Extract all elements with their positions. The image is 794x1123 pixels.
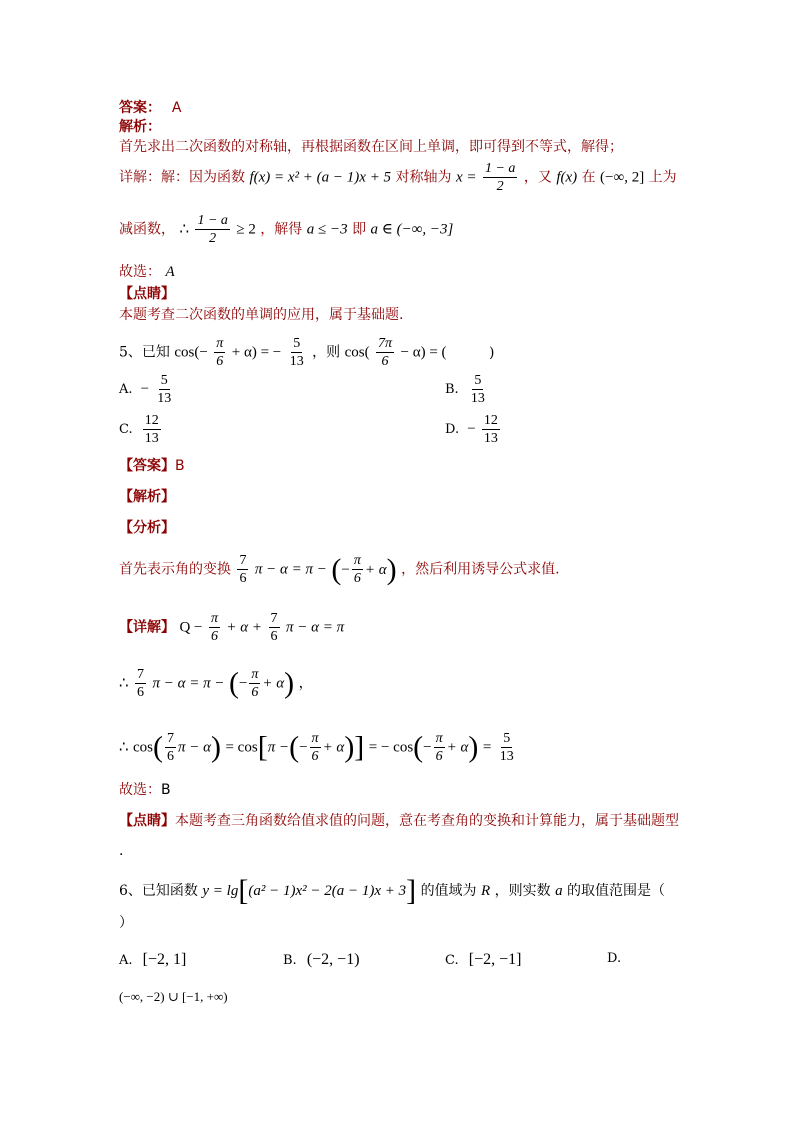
q5-step2: ∴ $\frac{7}{6}$ π − α = π − (− $\frac{\pi}{6}$ + α) ， <box>119 666 313 700</box>
q5-fenxi-six-b: 6 <box>353 571 361 586</box>
decr-set: a ∈ (−∞, −3] <box>370 221 454 238</box>
q6-prefix: 6、已知函数 <box>119 883 198 899</box>
q5-option-d-sign: − <box>467 421 476 437</box>
q5-option-d-den: 13 <box>483 431 498 446</box>
decr-frac-den: 2 <box>209 231 217 246</box>
q5-step2-therefore: ∴ <box>119 675 129 692</box>
detail-mid: 对称轴为 <box>395 169 452 186</box>
q5-fenxi-pi: π <box>353 553 361 568</box>
q5-fenxi-line <box>119 552 560 587</box>
q5-minus-alpha: − α) = ( <box>400 344 447 361</box>
q5-detail-label: 【详解】 <box>119 619 175 636</box>
q5-choose-label: 故选： <box>119 782 161 798</box>
q6-option-c-value: [−2, −1] <box>468 951 522 968</box>
remark1-label: 【点睛】 <box>119 286 175 302</box>
q6-option-a[interactable] <box>119 951 186 969</box>
q5-prefix: 5、已知 <box>119 344 170 361</box>
q5-option-d-frac <box>482 412 500 447</box>
detail-frac-den: 2 <box>496 179 504 194</box>
q5-option-b-letter: B. <box>445 382 459 397</box>
decr-result: a ≤ −3 <box>306 221 348 238</box>
q5-step3-therefore: ∴ <box>119 739 129 756</box>
q5-analysis-label: 【解析】 <box>119 489 175 505</box>
choose1-value: A <box>165 264 175 280</box>
q5-option-a-letter: A. <box>119 382 133 397</box>
q5-remark-text: 本题考查三角函数给值求值的问题，意在考查角的变换和计算能力，属于基础题型 <box>175 813 679 829</box>
q5-fenxi-7-over-6 <box>237 552 248 587</box>
answer-label: 答案： <box>119 100 161 116</box>
q5-fenxi-suffix: ，然后利用诱导公式求值. <box>401 561 560 578</box>
q5-detail-seven: 7 <box>270 611 278 626</box>
q5-step3-result <box>498 730 516 765</box>
q5-fenxi-prefix: 首先表示角的变换 <box>119 561 231 578</box>
q5-step3-pi-b: π <box>435 731 443 746</box>
q6-close: ） <box>119 915 133 931</box>
q5-close-paren: ) <box>489 344 495 361</box>
analysis-label: 解析： <box>119 119 161 135</box>
q5-step2-seven: 7 <box>137 667 144 682</box>
detail-line <box>119 160 677 195</box>
q5-fenxi-label: 【分析】 <box>119 520 175 536</box>
q5-option-c-letter: C. <box>119 422 133 437</box>
q5-fenxi-group: (− $\frac{\pi}{6}$ + α) <box>331 552 397 586</box>
q5-option-b-num: 5 <box>474 373 482 388</box>
q5-plus-alpha: + α) = − <box>231 344 282 361</box>
q5-7pi-over-6 <box>376 335 394 370</box>
q5-detail-7-6 <box>269 610 280 645</box>
q5-stem <box>119 335 494 370</box>
q6-option-b-value: (−2, −1) <box>306 951 360 968</box>
q5-detail-six: 6 <box>210 629 218 644</box>
decr-prefix: 减函数， <box>119 221 175 238</box>
q5-step3-six: 6 <box>167 749 174 764</box>
decr-therefore: ∴ <box>179 221 189 238</box>
choose1-label: 故选： <box>119 264 161 280</box>
q6-option-c-letter: C. <box>445 953 459 968</box>
intro-text: 首先求出二次函数的对称轴，再根据函数在区间上单调，即可得到不等式，解得； <box>119 139 623 155</box>
detail-fraction <box>483 160 517 195</box>
q6-stem: 6、已知函数 y = lg[(a² − 1)x² − 2(a − 1)x + 3] 的值域为 R ，则实数 a 的取值范围是（ <box>119 874 666 907</box>
q5-detail-six-b: 6 <box>270 629 278 644</box>
q5-detail-end: π − α = π <box>285 619 345 636</box>
q5-step2-six: 6 <box>137 685 144 700</box>
q6-option-d-value: (−∞, −2) ∪ [−1, +∞) <box>119 989 228 1004</box>
q5-step3-five: 5 <box>503 731 511 746</box>
q5-remark-line <box>119 812 679 830</box>
q6-option-b[interactable] <box>283 951 360 969</box>
detail-interval: (−∞, 2] <box>600 169 645 186</box>
detail-end: 上为 <box>648 169 677 186</box>
q5-option-c-num: 12 <box>144 413 159 428</box>
decreasing-line <box>119 212 453 247</box>
q5-step3-seven: 7 <box>167 731 174 746</box>
q5-option-a-den: 13 <box>157 391 172 406</box>
q5-option-a[interactable] <box>119 372 175 407</box>
q5-option-c[interactable] <box>119 412 163 447</box>
detail-prefix: 详解：解：因为函数 <box>119 169 245 186</box>
decr-mid: ，解得 <box>260 221 303 238</box>
q5-detail-plus: + α + <box>226 619 263 636</box>
decr-frac-num: 1 − a <box>197 213 228 228</box>
q5-detail-q: Q − <box>179 619 203 636</box>
q6-inner: (a² − 1)x² − 2(a − 1)x + 3 <box>248 883 407 899</box>
q5-pi-over-6 <box>214 335 225 370</box>
q5-remark-dot: . <box>119 843 124 859</box>
q5-fenxi-six: 6 <box>239 571 247 586</box>
q5-option-d-num: 12 <box>483 413 498 428</box>
q5-fenxi-seven: 7 <box>239 553 247 568</box>
detail-function: f(x) = x² + (a − 1)x + 5 <box>249 169 392 186</box>
detail-frac-num: 1 − a <box>484 161 516 176</box>
q5-7pi: 7π <box>378 336 393 351</box>
q5-thirteen: 13 <box>289 354 304 369</box>
q5-step2-comma: ， <box>298 675 313 692</box>
answer-value: A <box>171 100 182 116</box>
q5-step3: ∴ cos( $\frac{7}{6}$ π − α) = cos[π −(− $\frac{\pi}{6}$ + α)] = − cos(− $\frac{\pi}{6}$ + α) = $\frac{5}{13}$ <box>119 730 514 764</box>
q5-option-b-frac <box>469 372 487 407</box>
q6-option-d-letter: D. <box>607 951 622 966</box>
q6-option-a-value: [−2, 1] <box>142 951 187 968</box>
choose-line-1 <box>119 263 175 281</box>
q5-pi: π <box>216 336 224 351</box>
decr-mid2: 即 <box>352 221 367 238</box>
q5-option-c-den: 13 <box>144 431 159 446</box>
q5-option-a-frac <box>155 372 173 407</box>
q6-mid: 的值域为 <box>420 883 477 899</box>
q5-option-b[interactable] <box>445 372 489 407</box>
q5-option-a-sign: − <box>140 381 150 397</box>
q5-cos1: cos(− <box>174 344 208 361</box>
q5-detail-pi-6 <box>209 610 220 645</box>
q5-step3-eq2: = − cos <box>368 739 414 756</box>
q6-option-a-letter: A. <box>119 953 133 968</box>
q5-option-c-frac <box>143 412 161 447</box>
q5-six-b: 6 <box>381 354 389 369</box>
q5-choose-value: B <box>161 782 171 798</box>
q5-step3-pi: π <box>311 731 319 746</box>
q5-option-d-letter: D. <box>445 422 460 437</box>
remark1-text: 本题考查二次函数的单调的应用，属于基础题. <box>119 307 404 323</box>
q5-option-b-den: 13 <box>470 391 485 406</box>
decr-fraction <box>195 212 229 247</box>
q5-step3-six-c: 6 <box>435 749 443 764</box>
q5-choose-line <box>119 781 171 799</box>
q5-answer-line <box>119 457 185 475</box>
q5-answer-label: 【答案】 <box>119 458 175 474</box>
q5-detail-line <box>119 610 344 645</box>
q6-option-d[interactable] <box>607 951 621 966</box>
q5-step3-cos: cos <box>133 739 153 756</box>
decr-inequality: ≥ 2 <box>236 221 256 238</box>
q5-step3-six-b: 6 <box>311 749 319 764</box>
q5-step3-eq3: = <box>482 739 492 756</box>
q6-end: 的取值范围是（ <box>567 883 666 899</box>
q5-remark-label: 【点睛】 <box>119 813 175 829</box>
q5-5-over-13 <box>288 335 306 370</box>
q5-option-d[interactable] <box>445 412 502 447</box>
q6-y-eq: y = lg <box>202 883 239 899</box>
detail-mid3: 在 <box>581 169 596 186</box>
q6-option-c[interactable] <box>445 951 521 969</box>
q5-step2-six-b: 6 <box>251 685 259 700</box>
detail-axis: x = <box>455 169 477 186</box>
q6-mid2: ，则实数 <box>494 883 551 899</box>
q5-answer-value: B <box>175 458 185 474</box>
q6-R: R <box>481 883 491 899</box>
detail-mid2: ，又 <box>523 169 552 186</box>
q5-then: ，则 <box>312 344 341 361</box>
q5-step2-7-6 <box>135 666 146 701</box>
q5-step2-expr: π − α = π − <box>152 675 225 692</box>
q5-detail-pi: π <box>210 611 218 626</box>
answer-line <box>119 99 181 117</box>
q5-step3-eq: = cos <box>225 739 258 756</box>
q5-five: 5 <box>293 336 301 351</box>
q5-six: 6 <box>216 354 224 369</box>
q5-cos2: cos( <box>344 344 370 361</box>
detail-fx2: f(x) <box>556 169 578 186</box>
q6-option-b-letter: B. <box>283 953 297 968</box>
q5-fenxi-expr: π − α = π − <box>254 561 327 578</box>
q5-step3-thirteen: 13 <box>499 749 514 764</box>
q5-step2-pi: π <box>251 667 259 682</box>
q6-a: a <box>555 883 563 899</box>
q5-option-a-num: 5 <box>160 373 168 388</box>
